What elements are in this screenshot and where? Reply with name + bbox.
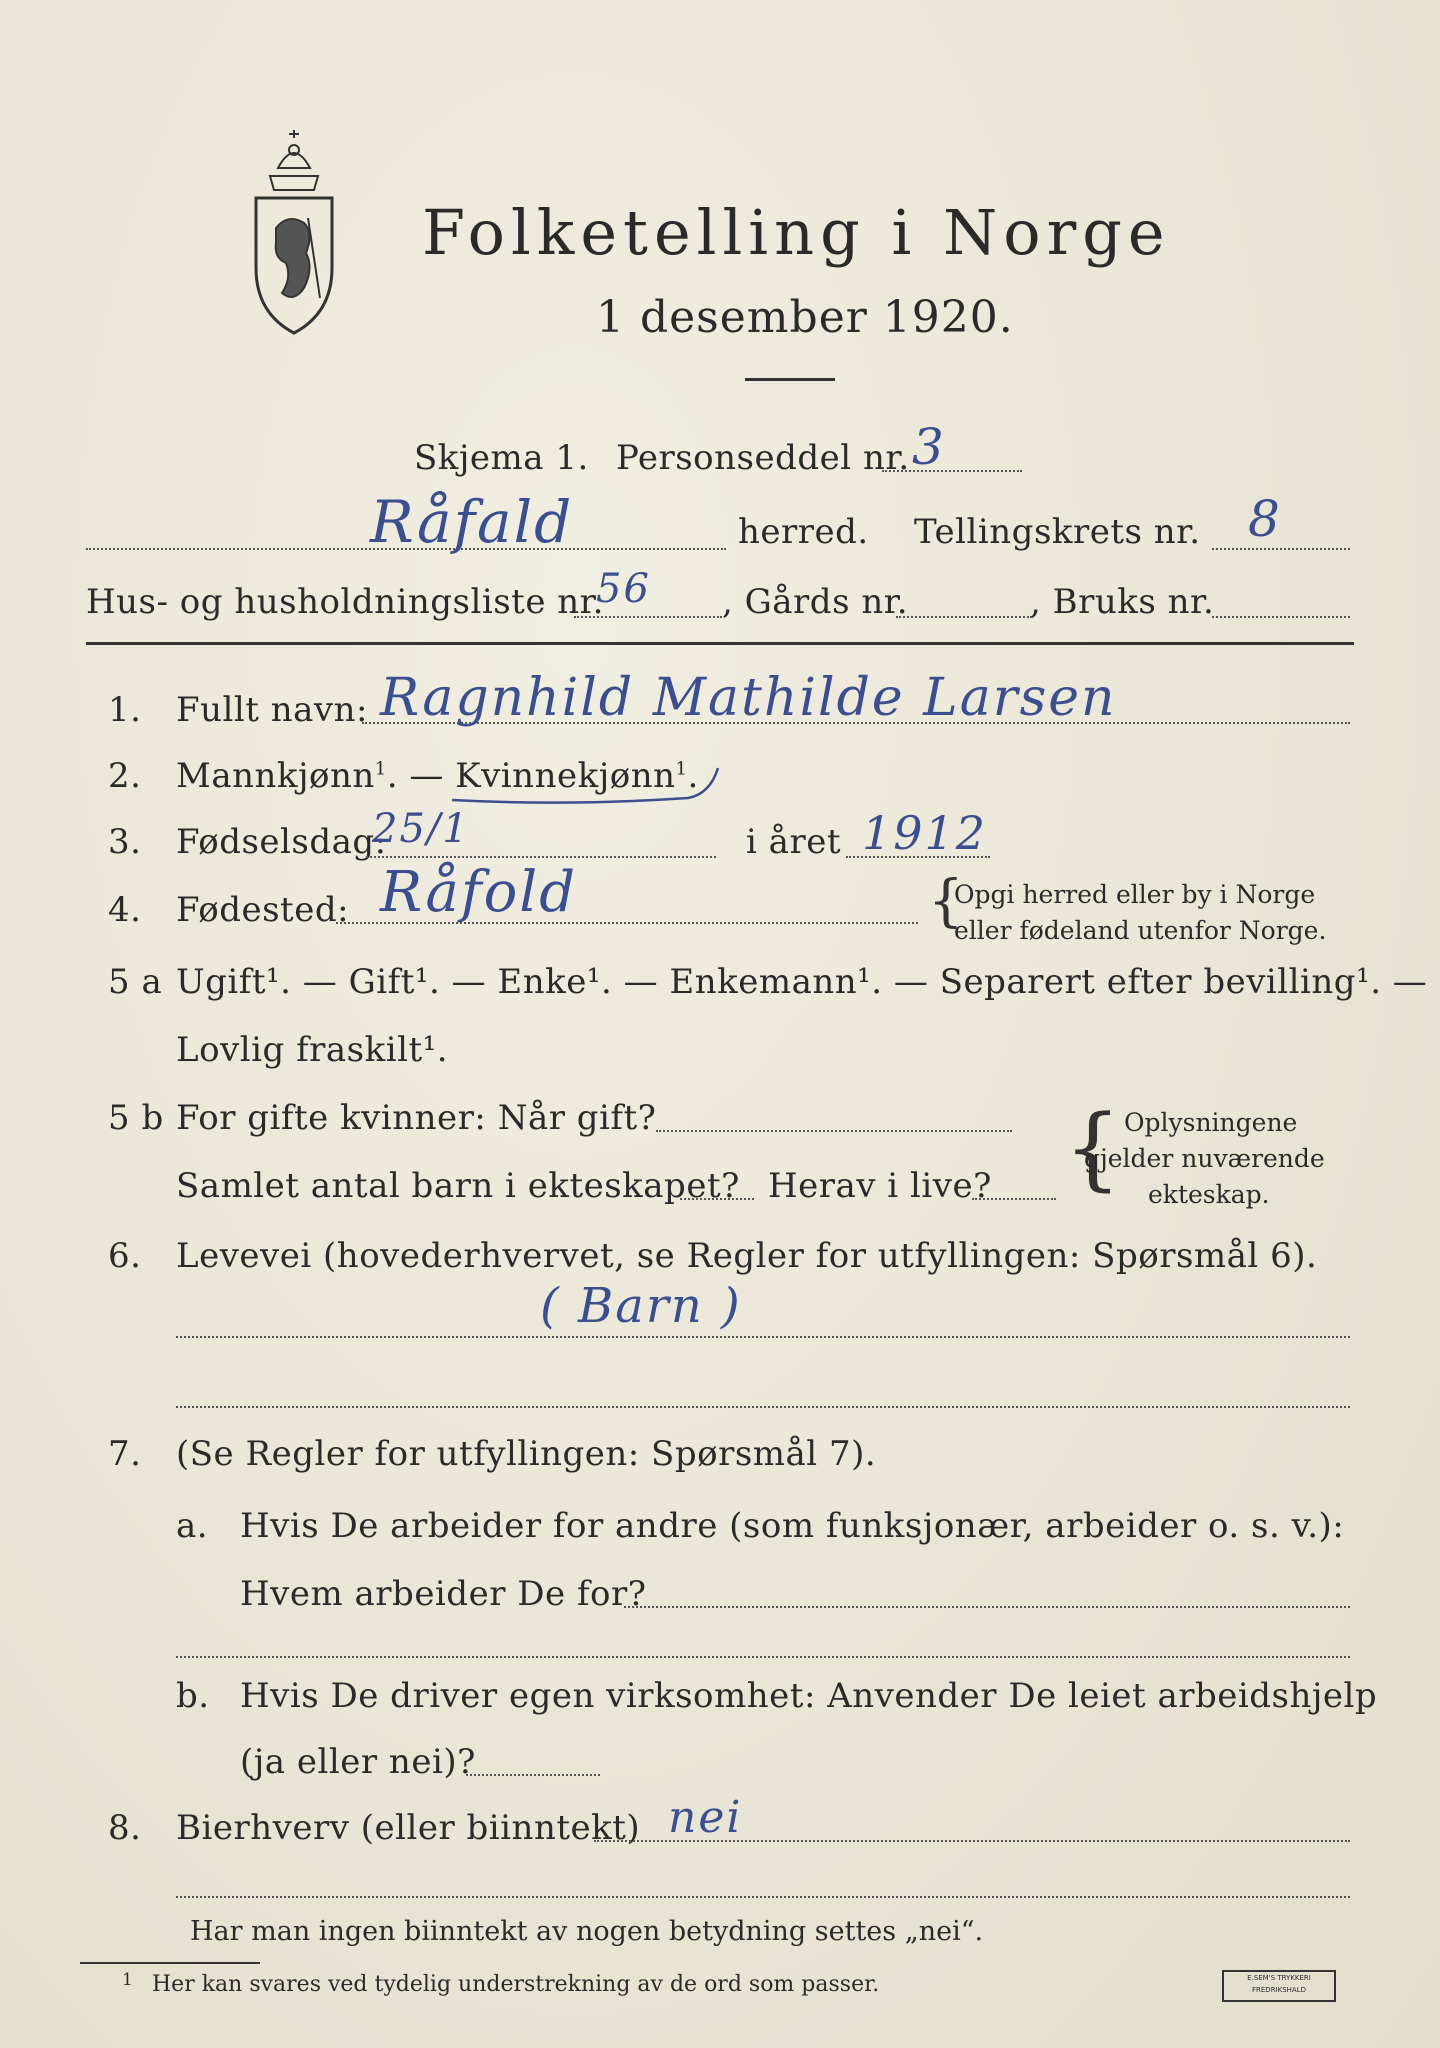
footnote-rule — [80, 1962, 260, 1964]
liste-field[interactable] — [574, 616, 722, 618]
birthday-value: 25/1 — [372, 806, 470, 852]
birthday-field[interactable] — [366, 856, 716, 858]
schema-label: Skjema 1. — [414, 438, 589, 478]
married-when-label: For gifte kvinner: Når gift? — [176, 1098, 657, 1138]
birthplace-value: Råfold — [380, 860, 578, 925]
marital-status-options[interactable]: Ugift¹. — Gift¹. — Enke¹. — Enkemann¹. — Separert efter bevilling¹. — — [176, 962, 1428, 1002]
q5b-number: 5 b — [108, 1098, 164, 1138]
q6-label: Levevei (hovederhvervet, se Regler for utfyllingen: Spørsmål 6). — [176, 1236, 1318, 1276]
personseddel-value: 3 — [912, 418, 946, 476]
q7b-line1: Hvis De driver egen virksomhet: Anvender De leiet arbeidshjelp — [240, 1676, 1378, 1716]
liste-value: 56 — [596, 566, 651, 612]
q7a-line1: Hvis De arbeider for andre (som funksjonær, arbeider o. s. v.): — [240, 1506, 1345, 1546]
bruks-field[interactable] — [1212, 616, 1350, 618]
q6-number: 6. — [108, 1236, 142, 1276]
q7-number: 7. — [108, 1434, 142, 1474]
no-income-note: Har man ingen biinntekt av nogen betydning settes „nei“. — [190, 1916, 984, 1947]
liste-label: Hus- og husholdningsliste nr. — [86, 582, 604, 622]
birthplace-note-line1: Opgi herred eller by i Norge — [954, 880, 1316, 909]
q1-number: 1. — [108, 690, 142, 730]
children-total-field[interactable] — [680, 1198, 754, 1200]
tellingskrets-field[interactable] — [1212, 548, 1350, 550]
q4-label: Fødested: — [176, 890, 350, 930]
footnote-mark: 1 — [122, 1970, 133, 1990]
gards-label: , Gårds nr. — [722, 582, 909, 622]
tellingskrets-value: 8 — [1248, 490, 1282, 548]
birthplace-note-brace: { — [928, 869, 964, 934]
q2-number: 2. — [108, 756, 142, 796]
side-income-value: nei — [668, 1792, 743, 1843]
q7b-letter: b. — [176, 1676, 210, 1716]
personseddel-label: Personseddel nr. — [616, 438, 910, 478]
herred-value: Råfald — [370, 488, 574, 556]
q7-label: (Se Regler for utfyllingen: Spørsmål 7). — [176, 1434, 877, 1474]
q4-number: 4. — [108, 890, 142, 930]
employer-field-1[interactable] — [624, 1606, 1350, 1608]
q3-number: 3. — [108, 822, 142, 862]
gender-options: Mannkjønn$^1$. — Kvinnekjønn$^1$. — [176, 756, 699, 796]
bruks-label: , Bruks nr. — [1030, 582, 1215, 622]
header-separator — [86, 642, 1354, 645]
gender-male-option[interactable]: Mannkjønn — [176, 756, 375, 796]
female-underline-mark — [448, 760, 728, 816]
q7a-letter: a. — [176, 1506, 209, 1546]
norwegian-coat-of-arms — [248, 128, 340, 338]
side-income-field-2[interactable] — [176, 1896, 1350, 1898]
census-date: 1 desember 1920. — [596, 292, 1014, 343]
q1-label: Fullt navn: — [176, 690, 368, 730]
herred-label: herred. — [738, 512, 869, 552]
occupation-field-2[interactable] — [176, 1406, 1350, 1408]
q5a-number: 5 a — [108, 962, 163, 1002]
married-when-field[interactable] — [656, 1130, 1012, 1132]
footnote-text: Her kan svares ved tydelig understrekning av de ord som passer. — [152, 1972, 880, 1997]
children-total-label: Samlet antal barn i ekteskapet? — [176, 1166, 740, 1206]
tellingskrets-label: Tellingskrets nr. — [914, 512, 1201, 552]
title-divider — [745, 378, 835, 381]
gender-female-option[interactable]: Kvinnekjønn — [455, 756, 676, 796]
year-label: i året — [746, 822, 841, 862]
children-alive-field[interactable] — [972, 1198, 1056, 1200]
q3-label: Fødselsdag: — [176, 822, 387, 862]
occupation-field-1[interactable] — [176, 1336, 1350, 1338]
marriage-note-line1: Oplysningene — [1124, 1108, 1298, 1137]
printer-stamp: E.SEM'S TRYKKERI FREDRIKSHALD — [1222, 1970, 1336, 2002]
birthplace-note-line2: eller fødeland utenfor Norge. — [954, 916, 1327, 945]
employer-label: Hvem arbeider De for? — [240, 1574, 647, 1614]
q8-label: Bierhverv (eller biinntekt) — [176, 1808, 641, 1848]
hired-help-field[interactable] — [466, 1774, 600, 1776]
form-title: Folketelling i Norge — [422, 196, 1171, 269]
marital-status-divorced[interactable]: Lovlig fraskilt¹. — [176, 1030, 449, 1070]
full-name-value: Ragnhild Mathilde Larsen — [380, 668, 1117, 728]
employer-field-2[interactable] — [176, 1656, 1350, 1658]
marriage-note-brace: { — [1064, 1096, 1122, 1201]
q8-number: 8. — [108, 1808, 142, 1848]
marriage-note-line3: ekteskap. — [1148, 1180, 1270, 1209]
personseddel-field[interactable] — [882, 470, 1022, 472]
hired-help-label: (ja eller nei)? — [240, 1742, 476, 1782]
gards-field[interactable] — [896, 616, 1032, 618]
occupation-value: ( Barn ) — [540, 1278, 742, 1334]
birth-year-value: 1912 — [862, 806, 988, 860]
children-alive-label: Herav i live? — [768, 1166, 992, 1206]
marriage-note-line2: gjelder nuværende — [1084, 1144, 1325, 1173]
